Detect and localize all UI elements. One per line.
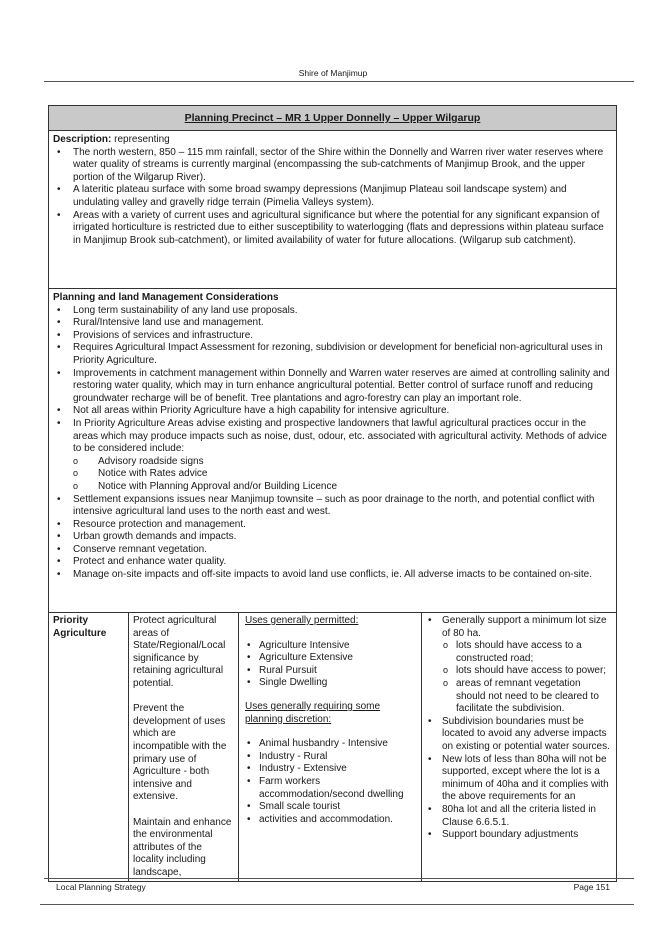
list-item: • activities and accommodation. [245, 814, 417, 827]
page-number: Page 151 [573, 882, 610, 892]
description-list [53, 147, 612, 248]
list-item: o Notice with Rates advice [53, 468, 612, 481]
objectives-column [129, 613, 239, 881]
list-item: • Agriculture Extensive [245, 652, 417, 665]
planning-precinct-table [48, 105, 617, 882]
list-item: • Requires Agricultural Impact Assessment for rezoning, subdivision or development for beneficial non-agricultural uses in Priority Agriculture. [53, 342, 612, 367]
bottom-divider [40, 904, 634, 905]
list-item: • Conserve remnant vegetation. [53, 544, 612, 557]
list-item: • Improvements in catchment management within Donnelly and Warren water reserves are aimed at controlling salinity and restoring water quality, which may in turn enhance angricultural potential. Better control of surface runoff and reducing groundwater recharge will be of benefit. Tree plantations and agro-forestry can play an important role. [53, 368, 612, 406]
document-header: Shire of Manjimup [298, 68, 368, 78]
list-item: • New lots of less than 80ha will not be supported, except where the lot is a minimum of 40ha and it complies with the above requirements for an [424, 754, 612, 804]
list-item: • Support boundary adjustments [424, 829, 612, 842]
criteria-sub-list [442, 640, 612, 716]
permitted-heading: Uses generally permitted: [245, 615, 359, 626]
uses-column [239, 613, 422, 881]
header-divider [44, 81, 634, 82]
objective-text: Maintain and enhance the environmental attributes of the locality including landscape, [133, 816, 232, 878]
list-item: • The north western, 850 – 115 mm rainfall, sector of the Shire within the Donnelly and Warren river water reserves where water quality of streams is currently marginal (encompassing the sub-catchments of Manjimup Brook, and the upper portion of the Wilgarup River). [53, 147, 612, 185]
discretion-list [245, 738, 417, 826]
footer-divider [44, 878, 634, 879]
list-item: • Agriculture Intensive [245, 640, 417, 653]
document-footer [56, 882, 610, 892]
list-item: • Industry - Extensive [245, 763, 417, 776]
description-heading: Description: [53, 134, 112, 145]
list-item: o lots should have access to a constructed road; [442, 640, 612, 665]
list-item: • 80ha lot and all the criteria listed in Clause 6.6.5.1. [424, 804, 612, 829]
list-item: o Advisory roadside signs [53, 456, 612, 469]
permitted-list [245, 640, 417, 690]
objective-text: Prevent the development of uses which are incompatible with the primary use of Agriculture - both intensive and extensive. [133, 703, 227, 803]
list-item: • Single Dwelling [245, 677, 417, 690]
list-item: • Protect and enhance water quality. [53, 556, 612, 569]
list-item: • Manage on-site impacts and off-site impacts to avoid land use conflicts, ie. All adverse imacts to be contained on-site. [53, 569, 612, 582]
table-title: Planning Precinct – MR 1 Upper Donnelly – Upper Wilgarup [49, 106, 616, 131]
considerations-heading: Planning and land Management Considerations [53, 292, 279, 303]
criteria-lead: Generally support a minimum lot size of 80 ha. [442, 615, 607, 639]
subdivision-criteria-column [422, 613, 616, 881]
list-item: • Farm workers accommodation/second dwelling [245, 776, 417, 801]
footer-title: Local Planning Strategy [56, 882, 146, 892]
description-section [49, 131, 616, 289]
objective-text: Protect agricultural areas of State/Regional/Local significance by retaining agricultural potential. [133, 615, 226, 689]
list-item: • Small scale tourist [245, 801, 417, 814]
list-item [424, 615, 612, 716]
list-item: o lots should have access to power; [442, 665, 612, 678]
considerations-section [49, 289, 616, 613]
list-item: • Industry - Rural [245, 751, 417, 764]
list-item: • Urban growth demands and impacts. [53, 531, 612, 544]
priority-agriculture-row [49, 613, 616, 881]
discretion-heading: Uses generally requiring some planning discretion: [245, 700, 381, 725]
advise-text: In Priority Agriculture Areas advise existing and prospective landowners that lawful agricultural practices occur in the areas which may produce impacts such as noise, dust, odour, etc. associated with agricultural activity. Methods of advice to be considered include: [73, 417, 607, 455]
list-item: • Not all areas within Priority Agriculture have a high capability for intensive agriculture. [53, 405, 612, 418]
precinct-category: Priority Agriculture [49, 613, 129, 881]
list-item: • A lateritic plateau surface with some broad swampy depressions (Manjimup Plateau soil landscape system) and undulating valley and gravelly ridge terrain (Pimelia Valleys system). [53, 184, 612, 209]
advice-methods-list [53, 456, 612, 494]
list-item: • Rural Pursuit [245, 665, 417, 678]
list-item: • Resource protection and management. [53, 519, 612, 532]
list-item: o Notice with Planning Approval and/or Building Licence [53, 481, 612, 494]
list-item: • Settlement expansions issues near Manjimup townsite – such as poor drainage to the north, and potential conflict with intensive agricultural land uses to the north east and west. [53, 494, 612, 519]
list-item: • Rural/Intensive land use and management. [53, 317, 612, 330]
list-item: • Animal husbandry - Intensive [245, 738, 417, 751]
description-intro: representing [111, 134, 170, 145]
list-item: o areas of remnant vegetation should not need to be cleared to facilitate the subdivision. [442, 678, 612, 716]
list-item [53, 418, 612, 494]
list-item: • Subdivision boundaries must be located to avoid any adverse impacts on existing or potential water sources. [424, 716, 612, 754]
list-item: • Provisions of services and infrastructure. [53, 330, 612, 343]
considerations-list [53, 305, 612, 582]
list-item: • Areas with a variety of current uses and agricultural significance but where the potential for any significant expansion of irrigated horticulture is restricted due to either susceptibility to waterlogging (flats and depressions within plateau surface in Manjimup Brook sub-catchment), or limited availability of water for future allocations. (Wilgarup sub catchment). [53, 210, 612, 248]
criteria-list [424, 615, 612, 842]
list-item: • Long term sustainability of any land use proposals. [53, 305, 612, 318]
